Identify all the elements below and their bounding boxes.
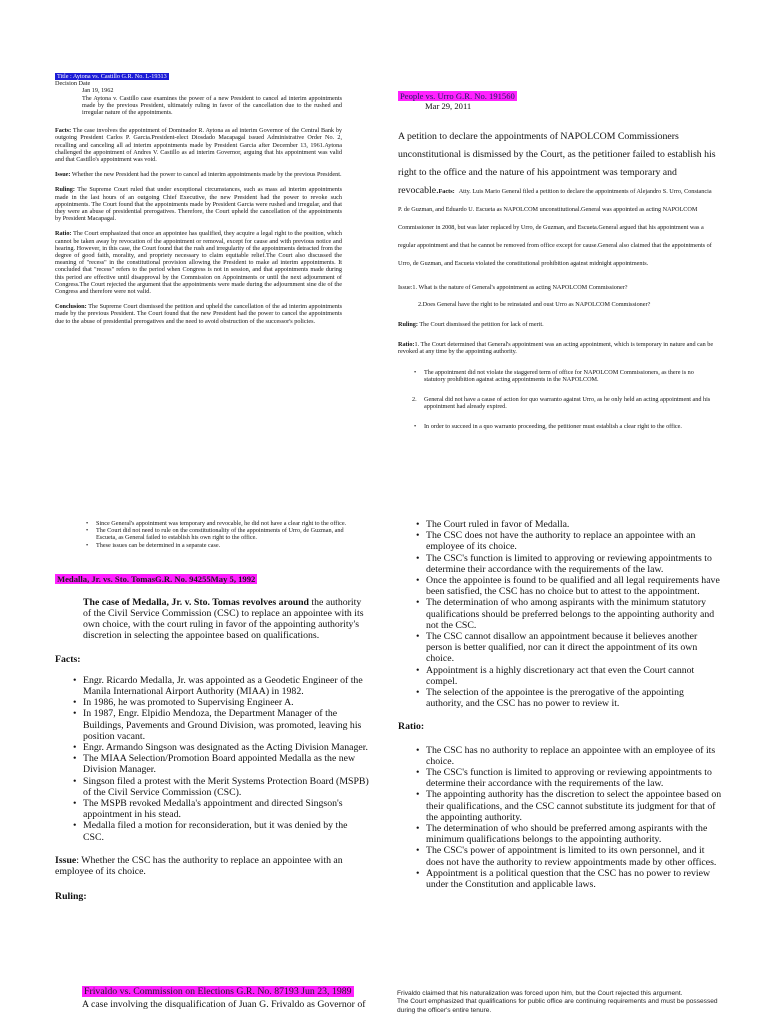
aytona-conclusion-label: Conclusion: bbox=[55, 303, 87, 311]
list-item: • In 1986, he was promoted to Supervising Engineer A. bbox=[71, 697, 370, 708]
frivaldo-title-bar: Frivaldo vs. Commission on Elections G.R. No. 87193 Jun 23, 1989 bbox=[84, 986, 352, 997]
medalla-facts-label: Facts: bbox=[55, 653, 81, 665]
aytona-ruling-text: The Supreme Court ruled that under exceptional circumstances, such as mass ad interim appointments made in the last hours of an outgoing Chief Executive, the new President had the power to revoke such appointments. The Court found that the appointments made by President Garcia were rushed and irregular, and that they were an abuse of presidential prerogatives. Therefore, the Court upheld the cancellation of the appointments by President Macapagal. bbox=[55, 186, 342, 223]
list-item: • The determination of who among aspirants with the minimum statutory qualifications should be preferred belongs to the appointing authority and not the CSC. bbox=[414, 597, 723, 631]
frivaldo-section bbox=[82, 986, 372, 1024]
list-item: • The CSC cannot disallow an appointment because it believes another person is better qualified, nor can it direct the appointment of its own choice. bbox=[414, 631, 723, 665]
urro-ratio bbox=[398, 341, 716, 355]
frivaldo-right-para-2: The Court emphasized that qualifications for public office are continuing requirements and must be possessed during the officer's entire tenure. bbox=[397, 998, 718, 1014]
medalla-intro bbox=[55, 597, 370, 642]
list-item: • The CSC's function is limited to approving or reviewing appointments to determine their accordance with the requirements of the law. bbox=[414, 553, 723, 575]
urro-title-bar: People vs. Urro G.R. No. 191560 bbox=[400, 91, 515, 101]
urro-section bbox=[398, 92, 716, 431]
aytona-section bbox=[55, 73, 342, 325]
list-item: • The CSC's function is limited to approving or reviewing appointments to determine their accordance with the requirements of the law. bbox=[414, 767, 723, 789]
list-item: • Appointment is a highly discretionary act that even the Court cannot compel. bbox=[414, 665, 723, 687]
urro-intro: A petition to declare the appointments of NAPOLCOM Commissioners unconstitutional is dismissed by the Court, as the petitioner failed to establish his right to the office and the nature of his appointment was temporary and revocable. bbox=[398, 130, 716, 196]
list-item: • Singson filed a protest with the Merit Systems Protection Board (MSPB) of the Civil Service Commission (CSC). bbox=[71, 776, 370, 798]
aytona-ratio bbox=[55, 230, 342, 295]
list-item: • The appointment did not violate the staggered term of office for NAPOLCOM Commissioners, as there is no statutory prohibition against acting appointments in the NAPOLCOM. bbox=[412, 369, 716, 383]
urro-intro-block bbox=[398, 126, 716, 270]
urro-ratio-text: 1. The Court determined that General's appointment was an acting appointment, which is temporary in nature and can be revoked at any time by the appointing authority. bbox=[398, 341, 714, 356]
urro-ratio-label: Ratio: bbox=[398, 341, 415, 349]
list-item: • The MSPB revoked Medalla's appointment and directed Singson's appointment in his stead. bbox=[71, 798, 370, 820]
list-item: • Medalla filed a motion for reconsideration, but it was denied by the CSC. bbox=[71, 820, 370, 842]
medalla-issue-label: Issue bbox=[55, 854, 77, 866]
urro-date: Mar 29, 2011 bbox=[425, 100, 472, 111]
medalla-ruling-section bbox=[398, 519, 723, 890]
urro-issue-1: Issue:1. What is the nature of General's appointment as acting NAPOLCOM Commissioner? bbox=[398, 283, 628, 291]
medalla-ruling-label: Ruling: bbox=[55, 891, 87, 903]
medalla-ruling-list bbox=[398, 519, 723, 709]
aytona-ruling-label: Ruling: bbox=[55, 186, 75, 194]
list-item: • Appointment is a political question that the CSC has no power to review under the Constitution and applicable laws. bbox=[414, 868, 723, 890]
urro-ruling-text: The Court dismissed the petition for lack of merit. bbox=[419, 321, 544, 328]
frivaldo-intro: A case involving the disqualification of Juan G. Frivaldo as Governor of bbox=[82, 999, 366, 1011]
urro-continued-bullets bbox=[70, 520, 360, 549]
urro-num2-text: General did not have a cause of action for quo warranto against Urro, as he only held an acting appointment and his appointment had already expired. bbox=[424, 396, 711, 411]
medalla-facts-list bbox=[55, 675, 370, 843]
list-item: • Once the appointee is found to be qualified and all legal requirements have been satisfied, the CSC has no choice but to attest to the appointment. bbox=[414, 575, 723, 597]
aytona-conclusion-text: The Supreme Court dismissed the petition and upheld the cancellation of the ad interim appointments made by the previous President. The Court found that the new President had the power to cancel the appointments due to the abuse of presidential prerogatives and the need to avoid obstruction of the successor's policies. bbox=[55, 303, 342, 325]
list-item: • In order to succeed in a quo warranto proceeding, the petitioner must establish a clear right to the office. bbox=[412, 423, 716, 430]
aytona-intro: The Aytona v. Castillo case examines the power of a new President to cancel ad interim appointments made by the previous President, ultimately ruling in favor of the cancellation due to the rushed and irregular nature of the appointments. bbox=[82, 94, 342, 117]
list-item: • The CSC's power of appointment is limited to its own personnel, and it does not have the authority to review appointments made by other offices. bbox=[414, 845, 723, 867]
aytona-issue bbox=[55, 171, 342, 178]
aytona-conclusion bbox=[55, 303, 342, 325]
aytona-issue-label: Issue: bbox=[55, 171, 71, 179]
aytona-facts-label: Facts: bbox=[55, 127, 72, 135]
list-item: • The CSC does not have the authority to replace an appointee with an employee of its choice. bbox=[414, 530, 723, 552]
urro-facts-text: Atty. Luis Mario General filed a petition to declare the appointments of Alejandro S. Urro, Constancia P. de Guzman, and Eduardo U. Escueta as NAPOLCOM unconstitutional.General was appointed as acting NAPOLCOM Commissioner in 2008, but was later replaced by Urro, de Guzman, and Escueta.General argued that his appointment was a regular appointment and that he cannot be removed from office except for cause.General also claimed that the appointments of Urro, de Guzman, and Escueta violated the constitutional prohibition against midnight appointments. bbox=[398, 187, 712, 267]
list-item: • The determination of who should be preferred among aspirants with the minimum qualifications belongs to the appointing authority. bbox=[414, 823, 723, 845]
urro-issue-2: 2.Does General have the right to be reinstated and oust Urro as NAPOLCOM Commissioner? bbox=[418, 300, 651, 308]
urro-ruling bbox=[398, 321, 716, 328]
aytona-ruling bbox=[55, 186, 342, 222]
list-item: • Since General's appointment was temporary and revocable, he did not have a clear right to the office. bbox=[84, 520, 360, 527]
urro-num2-label: 2. bbox=[412, 396, 417, 404]
aytona-decision-label: Decision Date bbox=[55, 80, 91, 88]
list-item: • The selection of the appointee is the prerogative of the appointing authority, and the CSC has no power to review it. bbox=[414, 687, 723, 709]
frivaldo-right-section bbox=[397, 990, 727, 1024]
frivaldo-right-para-1: Frivaldo claimed that his naturalization was forced upon him, but the Court rejected this argument. bbox=[397, 990, 683, 997]
list-item: • The MIAA Selection/Promotion Board appointed Medalla as the new Division Manager. bbox=[71, 753, 370, 775]
aytona-title-bar: Title : Aytona vs. Castillo G.R. No. L-19313 bbox=[57, 73, 167, 80]
urro-ratio-numbered bbox=[398, 396, 716, 410]
aytona-facts bbox=[55, 127, 342, 163]
medalla-ratio-list bbox=[398, 745, 723, 891]
medalla-intro-bold: The case of Medalla, Jr. v. Sto. Tomas revolves around bbox=[83, 596, 309, 608]
medalla-section bbox=[55, 575, 370, 902]
medalla-title-bar: Medalla, Jr. vs. Sto. TomasG.R. No. 94255May 5, 1992 bbox=[57, 574, 256, 584]
aytona-facts-text: The case involves the appointment of Dominador R. Aytona as ad interim Governor of the Central Bank by outgoing President Carlos P. Garcia.President-elect Diosdado Macapagal issued Administrative Order No. 2, recalling and canceling all ad interim appointments made by President Garcia after December 13, 1961.Aytona challenged the appointment of Andres V. Castillo as ad interim Governor, arguing that his appointment was valid and that Castillo's appointment was void. bbox=[55, 127, 343, 164]
urro-facts-label: Facts: bbox=[438, 187, 455, 195]
medalla-ratio-label: Ratio: bbox=[398, 721, 425, 733]
urro-continued-section bbox=[70, 520, 360, 549]
urro-ruling-label: Ruling: bbox=[398, 321, 418, 328]
medalla-intro-rest: the authority of the Civil Service Commission (CSC) to replace an appointee with its own choice, with the court ruling in favor of the appointing authority's discretion in selecting the appointee based on qualifications. bbox=[83, 596, 364, 642]
list-item: • The appointing authority has the discretion to select the appointee based on their qualifications, and the CSC cannot substitute its judgment for that of the appointing authority. bbox=[414, 789, 723, 823]
medalla-issue-text: : Whether the CSC has the authority to replace an appointee with an employee of its choice. bbox=[55, 854, 343, 878]
list-item: • The Court did not need to rule on the constitutionality of the appointments of Urro, de Guzman, and Escueta, as General failed to establish his own right to the office. bbox=[84, 527, 360, 541]
list-item: • In 1987, Engr. Elpidio Mendoza, the Department Manager of the Buildings, Pavements and Ground Division, was promoted, leaving his position vacant. bbox=[71, 708, 370, 742]
aytona-issue-text: Whether the new President had the power to cancel ad interim appointments made by the previous President. bbox=[71, 171, 342, 179]
medalla-issue bbox=[55, 855, 370, 877]
aytona-ratio-label: Ratio: bbox=[55, 230, 72, 238]
urro-ratio-bullets-b bbox=[398, 423, 716, 430]
aytona-ratio-text: The Court emphasized that once an appointee has qualified, they acquire a legal right to the position, which cannot be taken away by revocation of the appointment or removal, except for cause and with previous notice and hearing. However, in this case, the Court found that the rush and irregularity of the appointments detracted from the degree of good faith, morality, and propriety necessary to claim equitable relief.The Court also discussed the meaning of "recess" in the constitutional provision allowing the President to make ad interim appointments. It concluded that "recess" refers to the period when Congress is not in session, and that appointments made during this period are effective until disapproval by the Commission on Appointments or until the next adjournment of Congress.The Court rejected the argument that the appointments were made during the adjournment sine die of the Congress and therefore were not valid. bbox=[55, 230, 343, 296]
list-item: • Engr. Armando Singson was designated as the Acting Division Manager. bbox=[71, 742, 370, 753]
list-item: • The Court ruled in favor of Medalla. bbox=[414, 519, 723, 530]
aytona-date: Jan 19, 1962 bbox=[82, 87, 114, 95]
list-item: • These issues can be determined in a separate case. bbox=[84, 542, 360, 549]
list-item: • The CSC has no authority to replace an appointee with an employee of its choice. bbox=[414, 745, 723, 767]
list-item bbox=[412, 396, 716, 410]
urro-ratio-bullets-a bbox=[398, 369, 716, 383]
list-item: • Engr. Ricardo Medalla, Jr. was appointed as a Geodetic Engineer of the Manila International Airport Authority (MIAA) in 1982. bbox=[71, 675, 370, 697]
